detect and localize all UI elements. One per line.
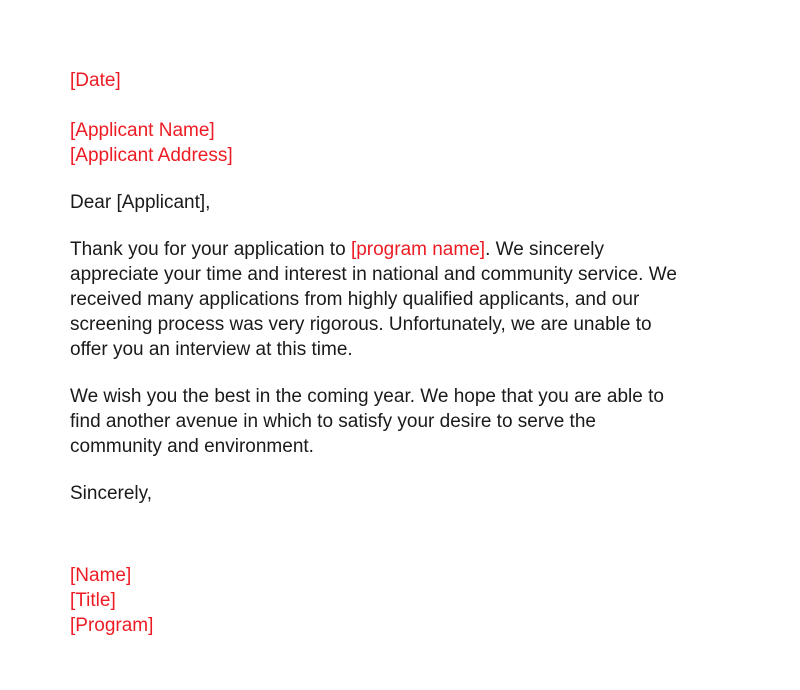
- signature-space: [70, 506, 690, 563]
- date-line: [Date]: [70, 70, 121, 91]
- spacer-after-date: [70, 93, 690, 118]
- spacer-before-closing: [70, 459, 690, 481]
- program-name-placeholder: [program name]: [350, 239, 486, 260]
- spacer-between-paragraphs: [70, 362, 690, 384]
- signature-program: [Program]: [70, 615, 154, 636]
- body-paragraph-1: [70, 237, 690, 362]
- signature-title: [Title]: [70, 590, 116, 611]
- spacer-after-salutation: [70, 215, 690, 237]
- salutation: Dear [Applicant],: [70, 192, 211, 213]
- signature-name: [Name]: [70, 565, 132, 586]
- recipient-address: [Applicant Address]: [70, 145, 233, 166]
- letter-body: [70, 68, 690, 638]
- recipient-name: [Applicant Name]: [70, 120, 215, 141]
- spacer-after-address: [70, 168, 690, 190]
- closing: Sincerely,: [70, 483, 153, 504]
- body-paragraph-2: We wish you the best in the coming year. We hope that you are able to find another avenue in which to satisfy your desire to serve the community and environment.: [70, 386, 664, 457]
- paragraph-1-text-after: . We sincerely appreciate your time and interest in national and community service. We received many applications from highly qualified applicants, and our screening process was very rigorous. Unfortunately, we are unable to offer you an interview at this time.: [70, 239, 677, 360]
- paragraph-1-text-before: Thank you for your application to: [70, 239, 351, 260]
